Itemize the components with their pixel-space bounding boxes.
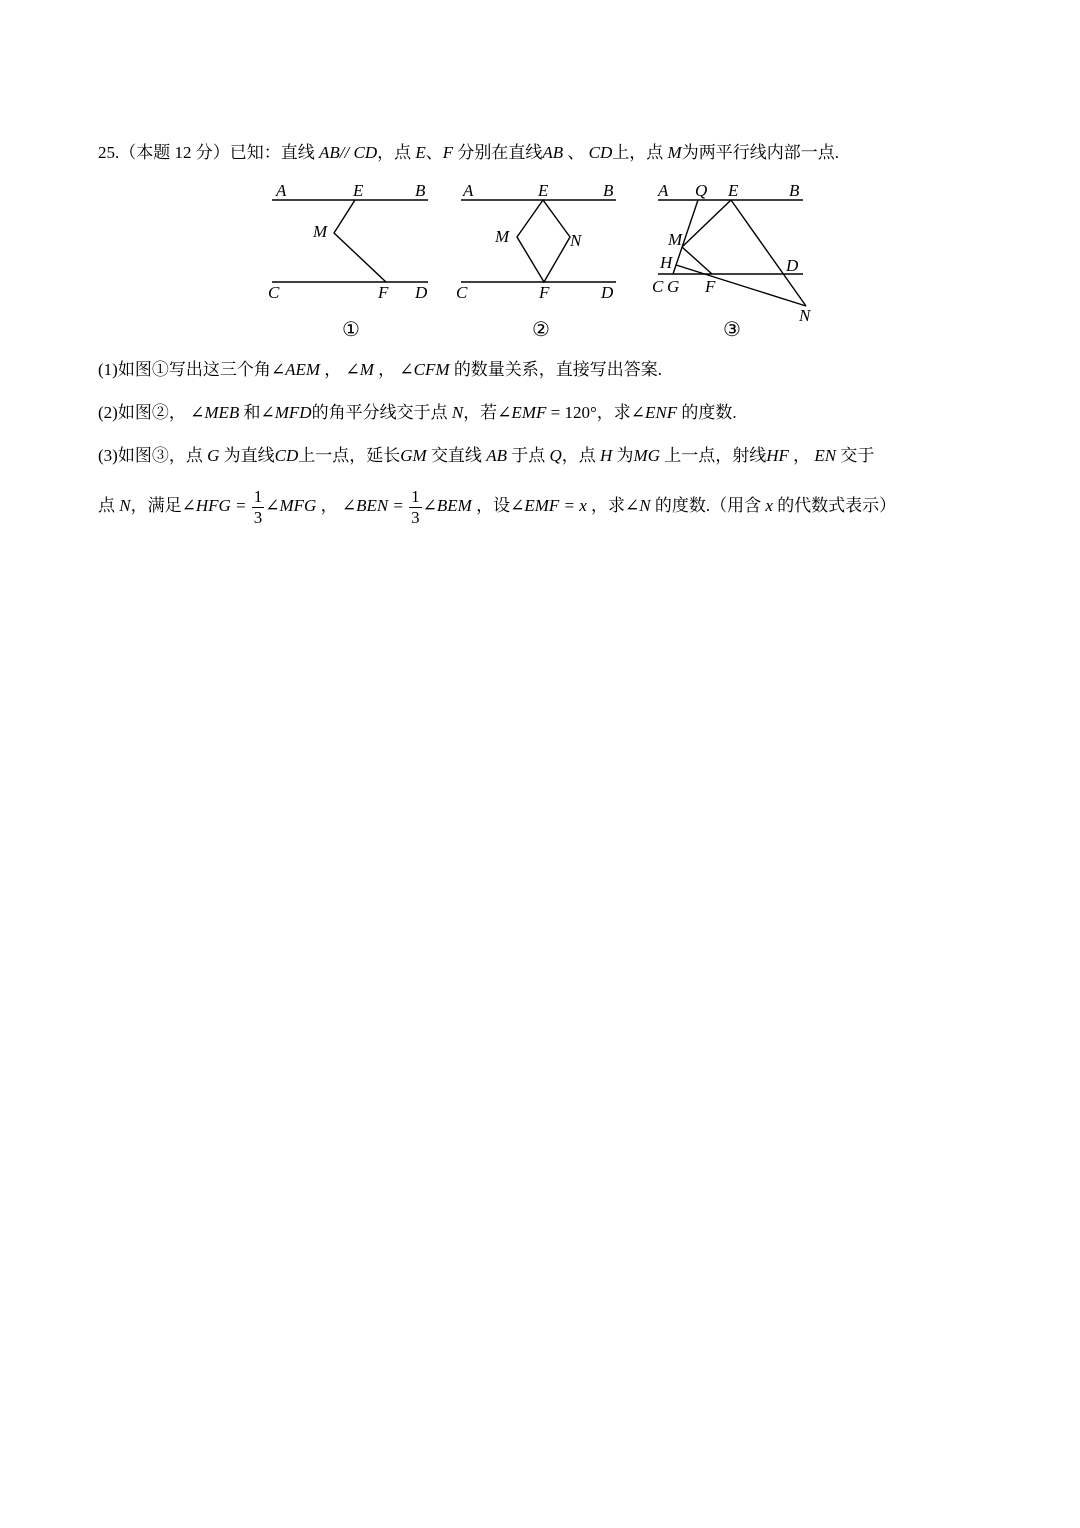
fig1-label-E: E	[353, 181, 364, 200]
fig2-label-E: E	[538, 181, 549, 200]
fig1-label-F: F	[378, 283, 389, 302]
fig1-label-D: D	[415, 283, 428, 302]
fig2-label-B: B	[603, 181, 614, 200]
fig3-caption: ③	[723, 319, 741, 341]
fig1-caption: ①	[342, 319, 360, 341]
fig2-label-M: M	[495, 227, 510, 246]
fig2-label-F: F	[539, 283, 550, 302]
figure-1-lines	[272, 200, 428, 282]
fig3-label-F: F	[705, 277, 716, 296]
problem-number: 25.	[98, 143, 120, 162]
fig3-label-A: A	[658, 181, 669, 200]
figure-3-lines	[658, 200, 806, 306]
fig3-label-H: H	[660, 253, 673, 272]
fig3-label-B: B	[789, 181, 800, 200]
figure-2-lines	[461, 200, 616, 282]
fig1-label-A: A	[276, 181, 287, 200]
fig3-label-G: G	[667, 277, 680, 296]
fig3-label-E: E	[728, 181, 739, 200]
fig3-label-Q: Q	[695, 181, 708, 200]
fig1-label-B: B	[415, 181, 426, 200]
fig3-label-N: N	[799, 306, 811, 325]
fig1-label-C: C	[268, 283, 280, 302]
fig2-label-A: A	[463, 181, 474, 200]
question-1: (1)如图①写出这三个角∠AEM ， ∠M ， ∠CFM 的数量关系，直接写出答案.	[98, 360, 663, 379]
question-3-line-2: 点 N，满足∠HFG = $\frac{1}{3}$ ∠MFG ， ∠BEN = $\frac{1}{3}$ ∠BEM ，设∠EMF = x ，求∠N 的度数.（用含 x 的代数式表示）	[98, 486, 897, 527]
fig3-label-C: C	[652, 277, 664, 296]
fig3-label-D: D	[786, 256, 799, 275]
question-2: (2)如图②， ∠MEB 和∠MFD的角平分线交于点 N，若∠EMF = 120°，求∠ENF 的度数.	[98, 403, 737, 422]
fig2-label-C: C	[456, 283, 468, 302]
fig1-label-M: M	[313, 222, 328, 241]
question-3-line-1: (3)如图③，点 G 为直线CD上一点，延长GM 交直线 AB 于点 Q，点 H 为MG 上一点，射线HF ， EN 交于	[98, 446, 875, 465]
problem-statement: 25.（本题 12 分）已知：直线 AB// CD，点 E、F 分别在直线AB 、 CD上，点 M为两平行线内部一点.	[98, 143, 839, 162]
fig2-label-N: N	[570, 231, 582, 250]
fig2-caption: ②	[532, 319, 550, 341]
fraction-one-third-2: $\frac{1}{3}$	[411, 486, 420, 527]
fig3-label-M: M	[668, 230, 683, 249]
geometry-figures	[258, 176, 838, 346]
fig2-label-D: D	[601, 283, 614, 302]
fraction-one-third: $\frac{1}{3}$	[253, 486, 263, 527]
